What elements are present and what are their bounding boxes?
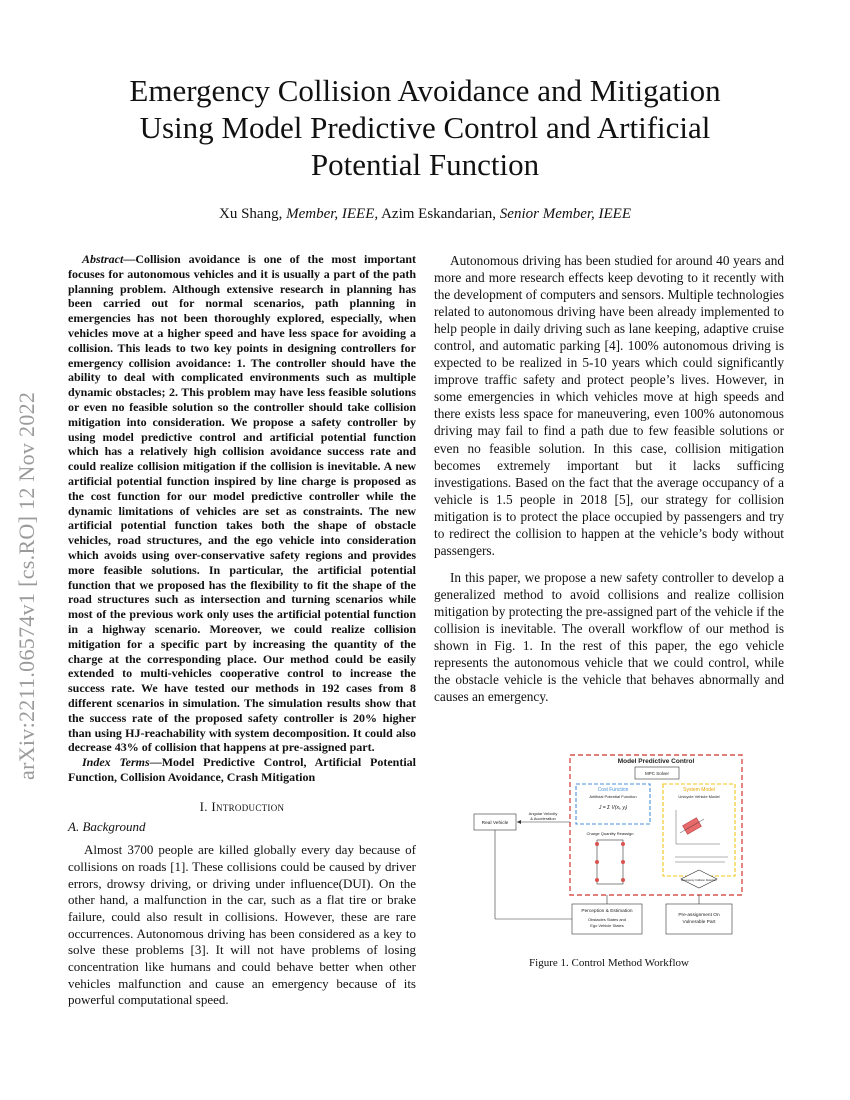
charge-marker (621, 860, 625, 864)
left-paragraph-1: Almost 3700 people are killed globally every day because of collisions on roads [1]. These collisions could be caused by driver errors, drowsy driving, or driving under influence(DUI). On the other hand, a malfunction in the car, such as a flat tire or brake failure, could also result in collisions. However, these are rare occurrences. Autonomous driving has been considered as a key to solve these problems [3]. It will not have problems of losing concentration like humans and could behave better when other vehicles malfunction and cause an emergency because of its powerful computational speed. (68, 842, 416, 1008)
authors (60, 206, 790, 223)
author-1-role: Member, IEEE, (286, 206, 379, 222)
charge-vehicle-box (597, 840, 623, 884)
section-heading (68, 799, 416, 816)
accel-label: & Acceleration (530, 816, 556, 821)
right-paragraph-2: In this paper, we propose a new safety controller to develop a generalized method to avoid collisions and realize collision mitigation by protecting the pre-assigned part of the vehicle if the collision is inevitable. The overall workflow of our method is shown in Fig. 1. In the rest of this paper, the ego vehicle represents the autonomous vehicle that we could control, while the obstacle vehicle is the vehicle that behaves abnormally and causes an emergency. (434, 569, 784, 705)
real-vehicle-label: Real Vehicle (481, 821, 509, 826)
ang-vel-label: Angular Velocity (528, 811, 558, 816)
perception-title: Perception & Estimation (581, 909, 633, 914)
pre-assign-line-1: Pre-assignment On (678, 913, 720, 918)
obstacles-label: Obstacles States and (587, 917, 627, 922)
title-line-1: Emergency Collision Avoidance and Mitigation (129, 73, 721, 108)
subsection-heading: A. Background (68, 819, 146, 835)
charge-marker (621, 878, 625, 882)
pre-assign-line-2: Vulnerable Part (682, 920, 716, 925)
section-number: I. (199, 798, 208, 814)
author-1: Xu Shang, (218, 206, 283, 222)
charge-marker (621, 842, 625, 846)
cost-function-title: Cost Function (597, 787, 629, 793)
figure-caption: Figure 1. Control Method Workflow (529, 957, 689, 969)
index-terms (68, 755, 416, 785)
charge-marker (595, 878, 599, 882)
decision-label: Emergency Collision Detection (681, 879, 717, 882)
ego-states-label: Ego Vehicle States (590, 923, 624, 928)
charge-marker (595, 860, 599, 864)
author-2: Azim Eskandarian, (381, 206, 497, 222)
pre-assign-box (666, 904, 732, 934)
unicycle-label: Unicycle Vehicle Model (678, 794, 720, 799)
charge-markers (595, 842, 625, 882)
abstract (68, 252, 416, 755)
title-line-2: Using Model Predictive Control and Artificial (139, 110, 711, 145)
charge-label: Charge Quantity Reassign (586, 831, 634, 836)
apf-label: Artificial Potential Function (589, 794, 637, 799)
arrowhead (517, 820, 521, 824)
abstract-text: —Collision avoidance is one of the most important focuses for autonomous vehicles and it is usually a part of the path planning problem. Although extensive research in planning has been carried out for normal scenarios, path planning in emergencies has not been thoroughly explored, especially, when vehicles move at a higher speed and have less space for avoiding a collision. This leads to two key points in designing controllers for emergency collision avoidance: 1. The controller should have the ability to deal with complicated environments such as multiple dynamic obstacles; 2. This problem may have less feasible solutions or even no feasible solution so the controller should take collision mitigation into consideration. We propose a safety controller by using model predictive control and artificial potential function which has a relatively high collision avoidance success rate and could realize collision mitigation if the collision is inevitable. A new artificial potential function inspired by line charge is proposed as the cost function for our model predictive controller while the dynamic limitations of vehicles are set as constraints. The new artificial potential function takes both the shape of obstacle vehicles, road structures, and the ego vehicle into consideration which avoids using over-conservative safety regions and provides more feasible solutions. In particular, the artificial potential function that we proposed has the flexibility to fit the shape of the road structures such as intersection and turning scenarios while most of the previous work only uses the artificial potential function in a highway scenario. Moreover, we could realize collision mitigation for a specific part by increasing the quantity of the charge at the corresponding place. Our method could be easily extended to multi-vehicles cooperative control to increase the success rate. We have tested our methods in 192 cases from 8 different scenarios in simulation. The simulation results show that the success rate of the proposed safety controller is 20% higher than using HJ-reachability with system decomposition. It could also decrease 43% of collision that happens at pre-assigned part. (68, 252, 416, 755)
vehicle-sketch (677, 815, 706, 838)
workflow-figure (470, 752, 745, 942)
title-line-3: Potential Function (310, 147, 540, 182)
index-terms-text: —Model Predictive Control, Artificial Potential Function, Collision Avoidance, Crash Mitigation (68, 755, 416, 784)
right-paragraph-1: Autonomous driving has been studied for around 40 years and more and more research effects keep devoting to it recently with the development of computers and sensors. Multiple technologies related to autonomous driving have been already implemented to help people in daily driving such as lane keeping, adaptive cruise control, and automatic parking [4]. 100% autonomous driving is expected to be realized in 5-10 years which could significantly improve traffic safety and protect people’s lives. However, in some emergencies in which vehicles move at high speeds and there exists less space for maneuvering, even 100% autonomous driving may fail to find a path due to few feasible solutions or even no feasible solution. In this case, collision mitigation becomes extremely important but it lacks sufficing investigations. Based on the fact that the average occupancy of a vehicle is 1.5 people in 2018 [5], our strategy for collision mitigation is to protect the place occupied by passengers and try to redirect the collision to happen at the vehicle’s body without passengers. (434, 253, 784, 558)
mpc-title: Model Predictive Control (617, 758, 695, 765)
index-terms-label: Index Terms (82, 755, 150, 770)
section-title: Introduction (211, 798, 285, 814)
left-column (68, 252, 416, 1009)
system-model-title: System Model (683, 787, 715, 793)
arxiv-stamp: arXiv:2211.06574v1 [cs.RO] 12 Nov 2022 (14, 391, 39, 780)
author-2-role: Senior Member, IEEE (499, 206, 632, 222)
paper-title (60, 72, 790, 183)
mpc-solver-label: MPC Solver (644, 771, 670, 776)
abstract-label: Abstract (82, 252, 124, 266)
charge-marker (595, 842, 599, 846)
right-column (434, 252, 784, 705)
apf-formula: J = Σ V(xᵢ, yᵢ) (598, 805, 628, 811)
